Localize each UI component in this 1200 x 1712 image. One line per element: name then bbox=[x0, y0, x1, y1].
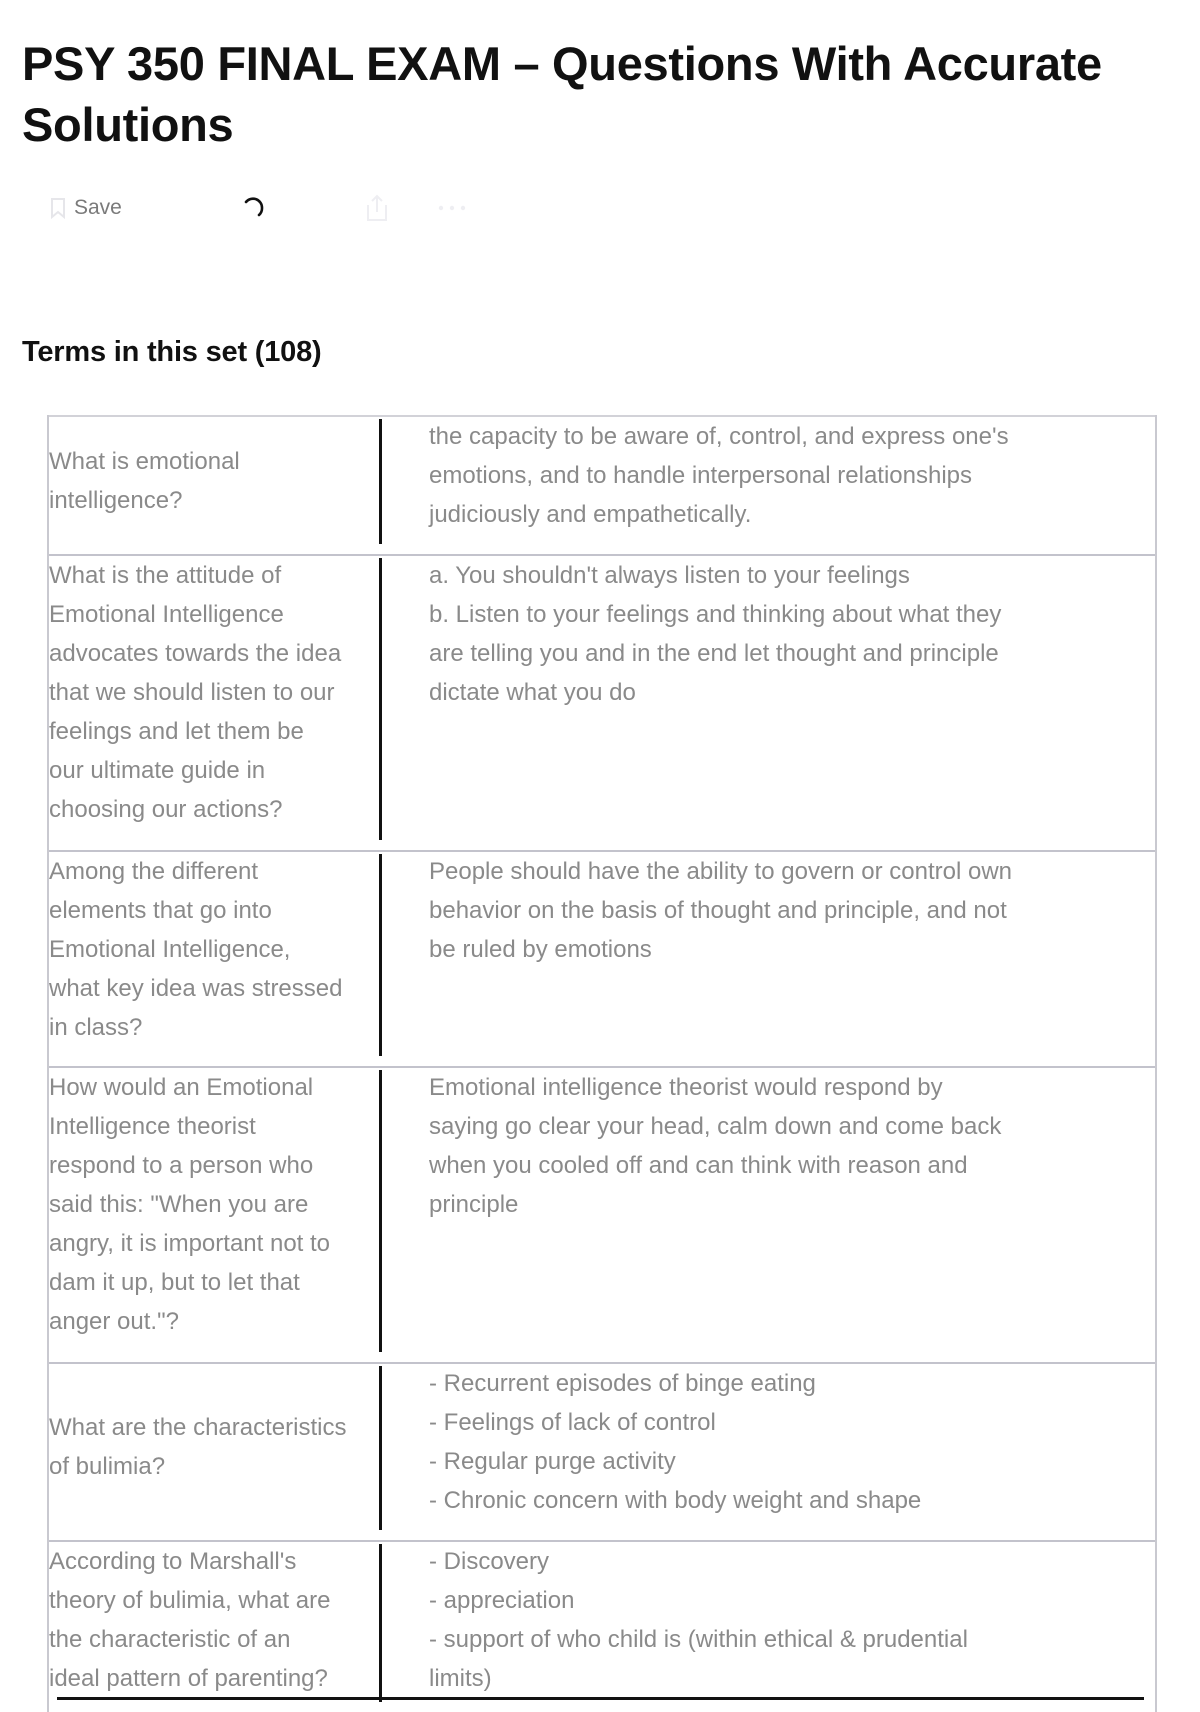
definition-cell bbox=[382, 1364, 1155, 1540]
term-cell bbox=[49, 556, 379, 850]
definition-text: Emotional intelligence theorist would respond by saying go clear your head, calm down and come back when you cooled off and can think with reason and principle bbox=[429, 1074, 1002, 1218]
save-button[interactable] bbox=[50, 188, 122, 228]
term-text: What is emotional intelligence? bbox=[49, 447, 240, 514]
definition-cell bbox=[382, 1068, 1155, 1362]
save-label: Save bbox=[74, 196, 122, 219]
term-cell bbox=[49, 852, 379, 1066]
definition-text: People should have the ability to govern or control own behavior on the basis of thought and principle, and not be ruled by emotions bbox=[429, 858, 1013, 963]
term-text: What is the attitude of Emotional Intelligence advocates towards the idea that we should listen to our feelings and let them be our ultimate guide in choosing our actions? bbox=[49, 562, 342, 823]
bookmark-icon bbox=[50, 197, 66, 219]
term-cell bbox=[49, 1068, 379, 1362]
share-icon[interactable] bbox=[364, 188, 390, 228]
set-toolbar bbox=[50, 188, 530, 228]
definition-cell bbox=[382, 1542, 1155, 1712]
term-text: What are the characteristics of bulimia? bbox=[49, 1414, 347, 1480]
page-title: PSY 350 FINAL EXAM – Questions With Accurate Solutions bbox=[22, 37, 1102, 152]
loading-spinner-icon bbox=[240, 188, 268, 228]
term-cell bbox=[49, 1364, 379, 1540]
definition-text: - Discovery - appreciation - support of who child is (within ethical & prudential limits) bbox=[429, 1548, 968, 1692]
term-row bbox=[49, 850, 1155, 1066]
term-cell bbox=[49, 1542, 379, 1712]
definition-cell bbox=[382, 556, 1155, 850]
term-row bbox=[49, 415, 1155, 554]
term-text: How would an Emotional Intelligence theorist respond to a person who said this: "When you are angry, it is important not to dam it up, but to let that anger out."? bbox=[49, 1074, 331, 1335]
terms-table bbox=[47, 415, 1157, 1712]
term-row bbox=[49, 1066, 1155, 1362]
term-row bbox=[49, 554, 1155, 850]
term-text: According to Marshall's theory of bulimia, what are the characteristic of an ideal pattern of parenting? bbox=[49, 1548, 331, 1692]
more-icon[interactable] bbox=[436, 188, 468, 228]
term-row bbox=[49, 1362, 1155, 1540]
definition-cell bbox=[382, 417, 1155, 554]
term-text: Among the different elements that go into Emotional Intelligence, what key idea was stressed in class? bbox=[49, 858, 343, 1041]
definition-text: a. You shouldn't always listen to your feelings b. Listen to your feelings and thinking about what they are telling you and in the end let thought and principle dictate what you do bbox=[429, 562, 1002, 706]
definition-cell bbox=[382, 852, 1155, 1066]
term-cell bbox=[49, 417, 379, 554]
term-row bbox=[49, 1540, 1155, 1712]
definition-text: the capacity to be aware of, control, and express one's emotions, and to handle interpersonal relationships judiciously and empathetically. bbox=[429, 423, 1009, 528]
terms-count-heading: Terms in this set (108) bbox=[22, 336, 322, 369]
definition-text: - Recurrent episodes of binge eating - Feelings of lack of control - Regular purge activity - Chronic concern with body weight and shape bbox=[429, 1370, 922, 1514]
